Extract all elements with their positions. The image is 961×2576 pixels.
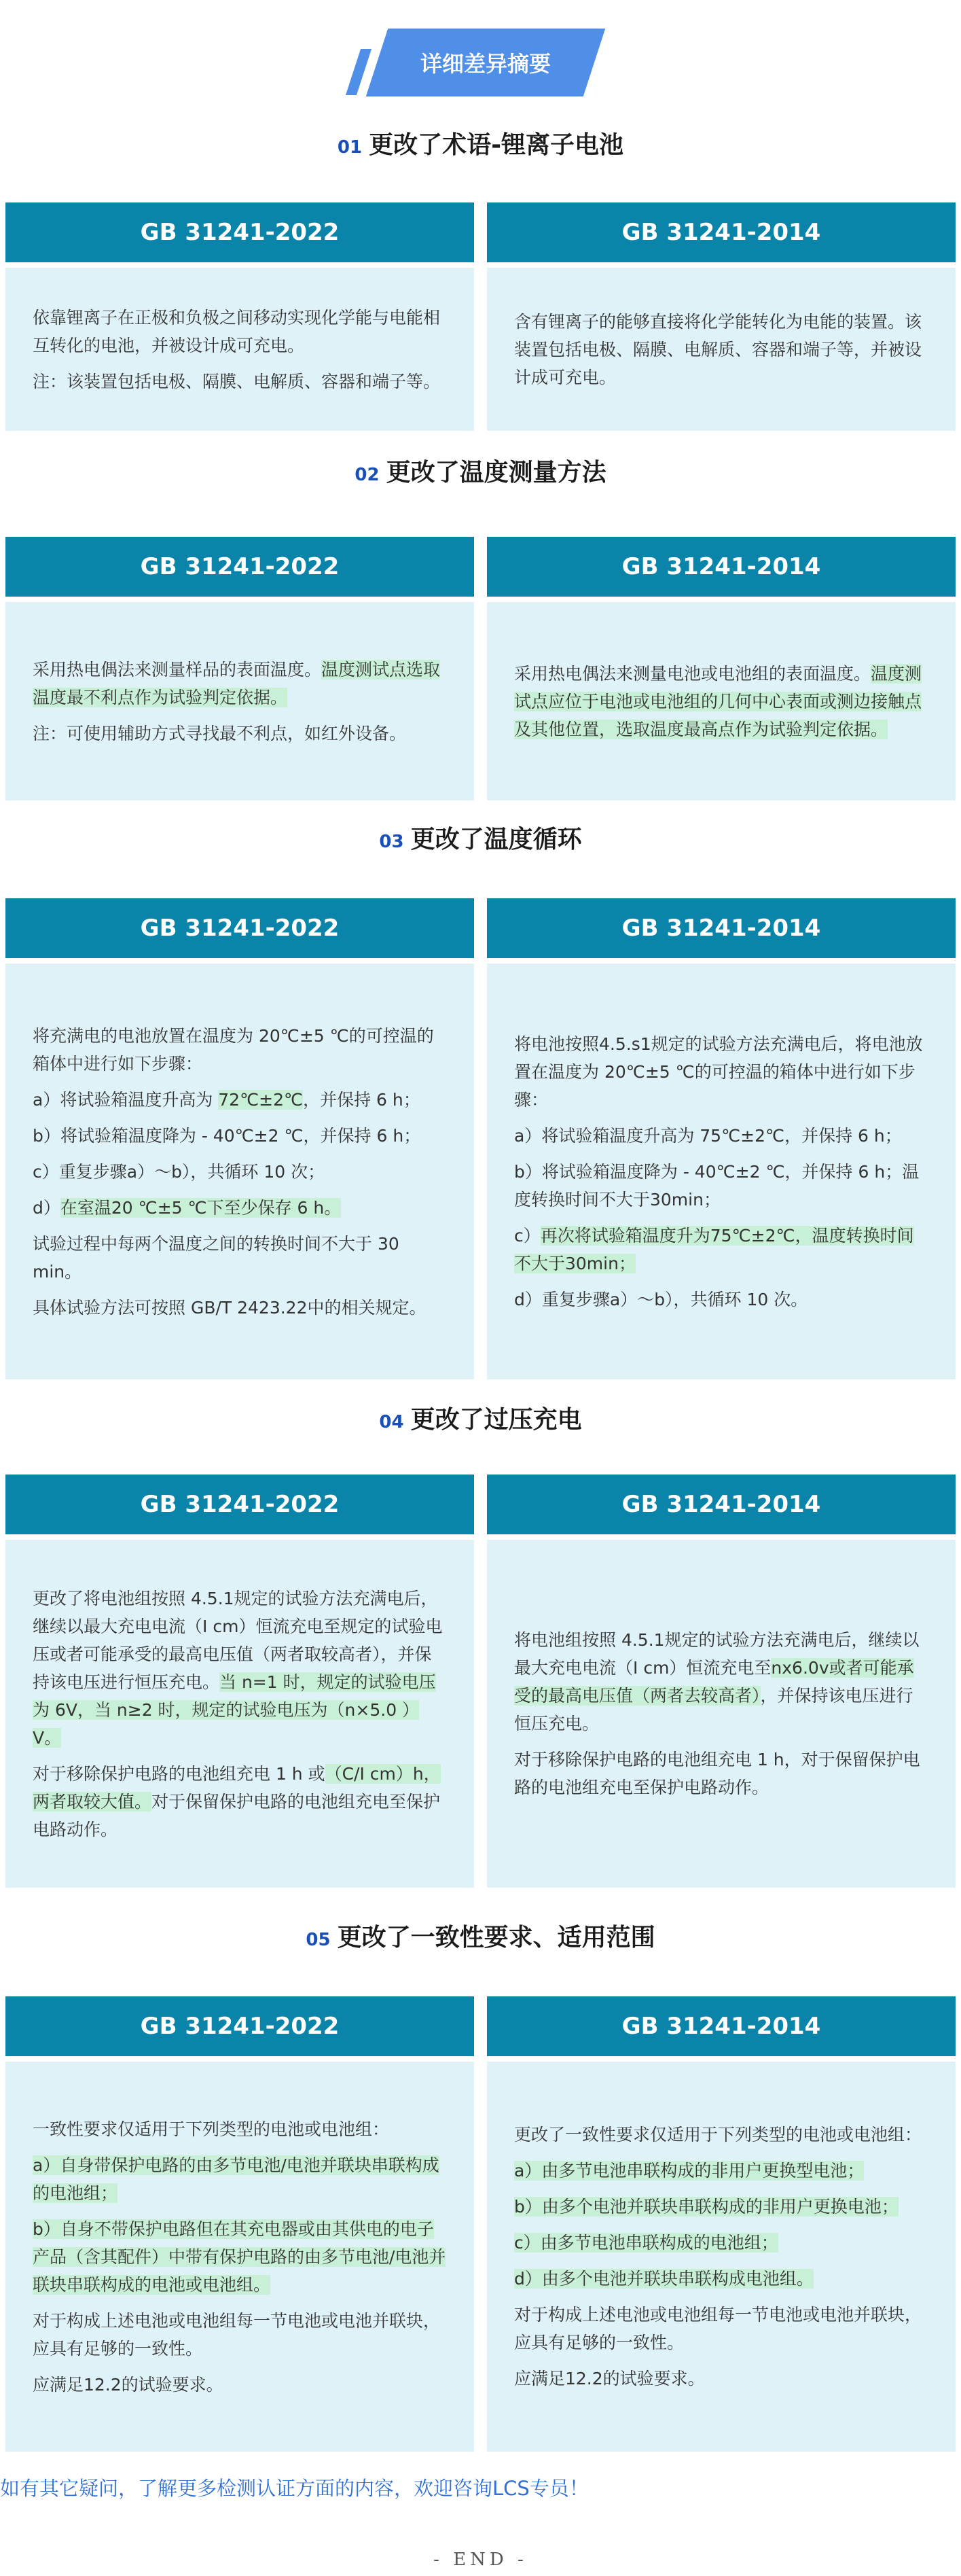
right-column	[487, 537, 956, 800]
column-header: GB 31241-2022	[5, 1996, 474, 2056]
paragraph	[514, 2157, 928, 2185]
highlighted-text: 温度测试点应位于电池或电池组的几何中心表面或测边接触点及其他位置，选取温度最高点作为试验判定依据。	[514, 663, 922, 739]
section-heading	[0, 1919, 961, 1957]
text-segment: c）	[514, 1225, 541, 1246]
paragraph: 注：可使用辅助方式寻找最不利点，如红外设备。	[33, 723, 407, 743]
paragraph	[514, 660, 928, 743]
text-segment: 对于保留保护电路的电池组充电至保护电路动作。	[33, 1791, 441, 1839]
section-heading	[0, 821, 961, 859]
column-header: GB 31241-2014	[487, 202, 956, 262]
text-segment: 采用热电偶法来测量样品的表面温度。	[33, 659, 322, 680]
highlighted-text: d）由多个电池并联块串联构成电池组。	[514, 2269, 814, 2289]
column-body	[5, 268, 474, 431]
paragraph: 具体试验方法可按照 GB/T 2423.22中的相关规定。	[33, 1297, 427, 1318]
column-header: GB 31241-2014	[487, 898, 956, 958]
text-segment: ，并保持 6 h；	[303, 1089, 420, 1110]
highlighted-text: （C/I cm）h，两者取较大值。	[33, 1763, 441, 1812]
end-marker: - END -	[433, 2549, 528, 2570]
left-column	[5, 1475, 474, 1888]
text-segment: d）	[33, 1197, 60, 1218]
highlighted-text: b）由多个电池并联块串联构成的非用户更换电池；	[514, 2197, 899, 2217]
paragraph	[33, 1760, 447, 1843]
paragraph: 应满足12.2的试验要求。	[514, 2369, 705, 2388]
highlighted-text: c）由多节电池串联构成的电池组；	[514, 2233, 778, 2253]
column-body	[487, 964, 956, 1379]
column-header: GB 31241-2014	[487, 537, 956, 597]
left-column	[5, 898, 474, 1379]
column-body	[487, 268, 956, 431]
paragraph	[33, 2151, 447, 2207]
paragraph: a）将试验箱温度升高为 75℃±2℃，并保持 6 h；	[514, 1125, 902, 1146]
column-header: GB 31241-2014	[487, 1475, 956, 1534]
section-heading	[0, 454, 961, 492]
text-segment: 对于移除保护电路的电池组充电 1 h 或	[33, 1763, 325, 1784]
left-column	[5, 202, 474, 431]
paragraph	[514, 1222, 928, 1277]
section-title: 更改了温度测量方法	[386, 459, 606, 487]
section-number: 04	[379, 1412, 404, 1432]
column-body	[487, 2062, 956, 2452]
highlighted-text: 温度测试点选取温度最不利点作为试验判定依据。	[33, 659, 441, 707]
paragraph: 将电池按照4.5.s1规定的试验方法充满电后，将电池放置在温度为 20℃±5 ℃的可控温的箱体中进行如下步骤：	[514, 1034, 923, 1110]
right-column	[487, 202, 956, 431]
column-header: GB 31241-2022	[5, 202, 474, 262]
column-body	[487, 1540, 956, 1888]
text-segment: 将电池组按照 4.5.1规定的试验方法充满电后，继续以最大充电电流（I cm）恒流充电至	[514, 1630, 920, 1678]
paragraph: b）将试验箱温度降为 - 40℃±2 ℃，并保持 6 h；温度转换时间不大于30min；	[514, 1161, 920, 1210]
paragraph: 对于移除保护电路的电池组充电 1 h，对于保留保护电路的电池组充电至保护电路动作。	[514, 1750, 920, 1797]
paragraph: 注：该装置包括电极、隔膜、电解质、容器和端子等。	[33, 371, 441, 391]
highlighted-text: 当 n=1 时，规定的试验电压为 6V，当 n≥2 时，规定的试验电压为（n×5.0 ）V。	[33, 1672, 436, 1748]
paragraph: 依靠锂离子在正极和负极之间移动实现化学能与电能相互转化的电池，并被设计成可充电。	[33, 307, 441, 355]
highlighted-text: 再次将试验箱温度升为75℃±2℃，温度转换时间不大于30min；	[514, 1225, 914, 1273]
paragraph: 试验过程中每两个温度之间的转换时间不大于 30 min。	[33, 1233, 399, 1282]
paragraph	[33, 1194, 447, 1222]
paragraph: 将充满电的电池放置在温度为 20℃±5 ℃的可控温的箱体中进行如下步骤：	[33, 1025, 434, 1074]
section-heading	[0, 1401, 961, 1439]
section-title: 更改了一致性要求、适用范围	[337, 1924, 655, 1952]
right-column	[487, 1996, 956, 2452]
paragraph	[514, 2193, 928, 2221]
paragraph: 一致性要求仅适用于下列类型的电池或电池组：	[33, 2119, 390, 2139]
paragraph	[514, 2229, 928, 2257]
highlighted-text: a）由多节电池串联构成的非用户更换型电池；	[514, 2161, 865, 2181]
highlighted-text: a）自身带保护电路的由多节电池/电池并联块串联构成的电池组；	[33, 2155, 439, 2203]
column-body	[5, 2062, 474, 2452]
text-segment: ，并保持该电压进行恒压充电。	[514, 1686, 913, 1733]
paragraph: d）重复步骤a）～b），共循环 10 次。	[514, 1289, 808, 1309]
paragraph	[33, 1086, 447, 1114]
column-header: GB 31241-2022	[5, 1475, 474, 1534]
section-number: 05	[306, 1930, 331, 1950]
left-column	[5, 537, 474, 800]
paragraph	[514, 1626, 928, 1737]
section-heading	[0, 126, 961, 164]
paragraph: 对于构成上述电池或电池组每一节电池或电池并联块，应具有足够的一致性。	[514, 2305, 922, 2352]
section-number: 02	[355, 465, 380, 485]
left-column	[5, 1996, 474, 2452]
banner-title: 详细差异摘要	[420, 51, 551, 77]
paragraph: 对于构成上述电池或电池组每一节电池或电池并联块，应具有足够的一致性。	[33, 2310, 441, 2359]
text-segment: 采用热电偶法来测量电池或电池组的表面温度。	[514, 663, 871, 684]
paragraph: 更改了一致性要求仅适用于下列类型的电池或电池组：	[514, 2125, 922, 2145]
paragraph: 应满足12.2的试验要求。	[33, 2374, 223, 2395]
section-number: 03	[379, 832, 404, 852]
paragraph: 含有锂离子的能够直接将化学能转化为电能的装置。该装置包括电极、隔膜、电解质、容器和端子等，并被设计成可充电。	[514, 311, 922, 387]
section-title: 更改了过压充电	[410, 1406, 582, 1434]
column-body	[487, 602, 956, 800]
paragraph: b）将试验箱温度降为 - 40℃±2 ℃，并保持 6 h；	[33, 1125, 421, 1146]
right-column	[487, 898, 956, 1379]
section-number: 01	[337, 137, 363, 158]
paragraph	[514, 2265, 928, 2293]
banner-accent-bar	[346, 49, 371, 95]
highlighted-text: nx6.0v或者可能承受的最高电压值（两者去较高者）	[514, 1658, 914, 1706]
right-column	[487, 1475, 956, 1888]
section-title: 更改了术语-锂离子电池	[369, 131, 624, 159]
text-segment: a）将试验箱温度升高为	[33, 1089, 219, 1110]
highlighted-text: 72℃±2℃	[218, 1089, 304, 1110]
paragraph	[33, 2215, 447, 2299]
column-header: GB 31241-2014	[487, 1996, 956, 2056]
column-body	[5, 1540, 474, 1888]
summary-banner	[0, 0, 961, 102]
column-body	[5, 602, 474, 800]
highlighted-text: b）自身不带保护电路但在其充电器或由其供电的电子产品（含其配件）中带有保护电路的由多节电池/电池并联块串联构成的电池或电池组。	[33, 2219, 446, 2295]
highlighted-text: 在室温20 ℃±5 ℃下至少保存 6 h。	[60, 1197, 342, 1218]
column-header: GB 31241-2022	[5, 537, 474, 597]
section-title: 更改了温度循环	[410, 826, 582, 853]
paragraph	[33, 656, 447, 711]
contact-note: 如有其它疑问，了解更多检测认证方面的内容，欢迎咨询LCS专员！	[0, 2477, 589, 2500]
paragraph: c）重复步骤a）～b），共循环 10 次；	[33, 1161, 325, 1182]
column-body	[5, 964, 474, 1379]
text-segment: 更改了将电池组按照 4.5.1规定的试验方法充满电后，继续以最大充电电流（I cm）恒流充电至规定的试验电压或者可能承受的最高电压值（两者取较高者），并保持该电压进行恒压充电。	[33, 1588, 443, 1692]
column-header: GB 31241-2022	[5, 898, 474, 958]
paragraph	[33, 1585, 447, 1752]
